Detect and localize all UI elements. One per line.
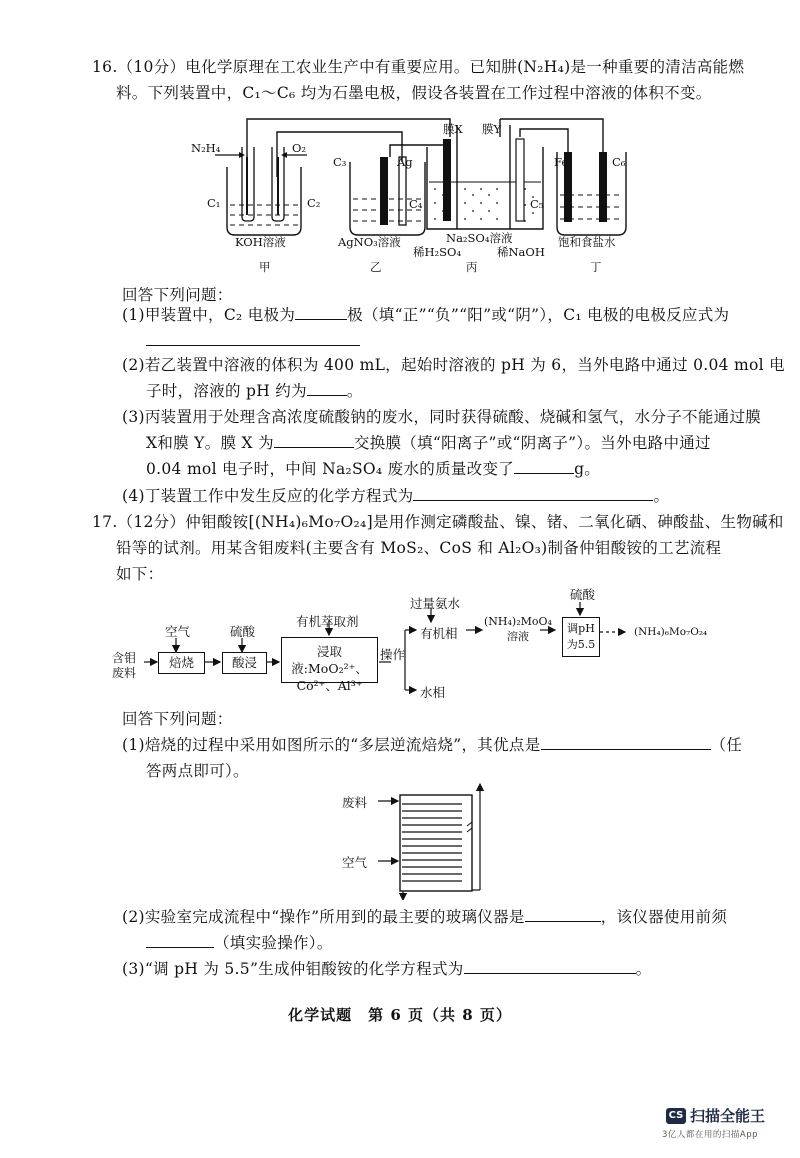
q16-sub3-blank2[interactable] (514, 458, 574, 474)
flow-aqueous: 水相 (420, 685, 446, 700)
flow-molybdate (484, 615, 552, 644)
flow-extractant: 有机萃取剂 (296, 614, 359, 629)
label-ag: Ag (397, 155, 413, 169)
q16-sub4-blank[interactable] (413, 485, 653, 501)
q16-sub4-text-a: (4)丁装置工作中发生反应的化学方程式为 (122, 487, 414, 505)
q17-sub1-text-b: （任 (710, 736, 743, 754)
q16-sub4 (122, 484, 669, 506)
flow-leachate-box (281, 637, 378, 693)
flow-raw-text: 含钼废料 (112, 651, 137, 680)
flow-ammonia: 过量氨水 (410, 596, 461, 611)
label-n2h4: N₂H₄ (191, 141, 221, 155)
flow-operation: 操作 (380, 647, 406, 662)
q16-sub3-line3 (146, 457, 600, 479)
q17-sub3-text-b: 。 (635, 960, 652, 978)
q16-sub4-text-b: 。 (653, 487, 670, 505)
label-yi: 乙 (370, 260, 382, 274)
q16-sub2-line1: (2)若乙装置中溶液的体积为 400 mL，起始时溶液的 pH 为 6，当外电路中通过 0.04 mol 电 (122, 356, 785, 374)
q17-sub1-line2: 答两点即可）。 (146, 762, 249, 780)
q17-sub1-blank[interactable] (541, 734, 711, 750)
label-membrane-x: 膜X (443, 122, 463, 136)
q17-sub2-line2 (146, 931, 333, 953)
q16-prompt: 回答下列问题： (122, 286, 233, 304)
q17-sub2-text-a: (2)实验室完成流程中“操作”所用到的最主要的玻璃仪器是 (122, 908, 525, 926)
flow-organic: 有机相 (420, 626, 458, 641)
q17-sub3-blank[interactable] (464, 958, 636, 974)
q16-sub2-line2 (146, 379, 363, 401)
q16-sub1-blank1[interactable] (295, 304, 347, 320)
q16-sub2-blank[interactable] (307, 380, 347, 396)
flow-raw-l1 (112, 651, 138, 681)
label-c3: C₃ (333, 155, 347, 169)
flow-adjust-l1: 调pH (567, 622, 595, 635)
scanner-name: 扫描全能王 (690, 1107, 766, 1125)
label-ding: 丁 (590, 260, 602, 274)
q16-sub2-text-a: 子时，溶液的 pH 约为 (146, 382, 307, 400)
q16-sub3-blank1[interactable] (274, 432, 354, 448)
q16-sub3-text-a: X和膜 Y。膜 X 为 (146, 434, 274, 452)
q16-sub3-text-d: g。 (574, 460, 601, 478)
q16-sub3-line1: (3)丙装置用于处理含高浓度硫酸钠的废水，同时获得硫酸、烧碱和氢气，水分子不能通过膜 (122, 408, 762, 426)
flow-leachate-l2: Co²⁺、Al³⁺ (296, 678, 363, 693)
q16-sub3-text-b: 交换膜（填“阳离子”或“阴离子”）。当外电路中通过 (353, 434, 711, 452)
flow-acid-leach-box (222, 652, 267, 674)
q17-sub2-blank2[interactable] (146, 932, 214, 948)
label-c5: C₅ (530, 197, 544, 211)
label-naoh: 稀NaOH (497, 245, 545, 259)
flow-product: (NH₄)₆Mo₇O₂₄ (634, 626, 708, 638)
q17-sub3-text-a: (3)“调 pH 为 5.5”生成仲钼酸铵的化学方程式为 (122, 960, 464, 978)
q17-prompt: 回答下列问题： (122, 710, 233, 728)
q16-sub1-blank2[interactable] (146, 330, 360, 346)
label-o2: O₂ (292, 141, 307, 155)
label-na2so4: Na₂SO₄溶液 (446, 231, 513, 245)
label-c4: C₄ (409, 197, 423, 211)
q17-line2: 铅等的试剂。用某含钼废料(主要含有 MoS₂、CoS 和 Al₂O₃)制备仲钼酸铵的工艺流程 (116, 539, 722, 557)
label-h2so4: 稀H₂SO₄ (413, 245, 462, 259)
flow-leachate-l1: 浸取液:MoO₂²⁺、 (291, 644, 368, 676)
q16-sub3-line2 (146, 431, 711, 453)
flow-acid-leach: 酸浸 (231, 655, 257, 670)
label-membrane-y: 膜Y (482, 122, 502, 136)
label-c1: C₁ (207, 196, 221, 210)
flow-molybdate-l2: 溶液 (506, 630, 529, 643)
q17-line3: 如下： (116, 565, 164, 583)
page-footer: 化学试题 第 6 页（共 8 页） (288, 1006, 512, 1024)
label-koh: KOH溶液 (235, 235, 286, 249)
label-jia: 甲 (259, 260, 271, 274)
scanner-slogan: 3亿人都在用的扫描App (662, 1130, 759, 1140)
flow-roast: 焙烧 (168, 655, 194, 670)
q17-sub3 (122, 957, 651, 979)
scanner-logo (666, 1105, 765, 1126)
q16-line1: 16.（10分）电化学原理在工农业生产中有重要应用。已知肼(N₂H₄)是一种重要的清洁高能燃 (92, 58, 745, 76)
furnace-air-label: 空气 (342, 855, 368, 870)
label-fe: Fe (554, 155, 569, 169)
q17-sub2-text-c: （填实验操作）。 (214, 934, 333, 952)
q17-sub1 (122, 733, 742, 755)
flow-adjust-l2: 为5.5 (566, 638, 596, 651)
q16-sub1-text-b: 极（填“正”“负”“阳”或“阴”），C₁ 电极的电极反应式为 (347, 306, 730, 324)
q17-sub1-text-a: (1)焙烧的过程中采用如图所示的“多层逆流焙烧”，其优点是 (122, 736, 541, 754)
q16-sub1 (122, 303, 729, 325)
flow-roast-box (158, 652, 205, 674)
furnace-waste-label: 废料 (342, 795, 368, 810)
q17-sub2-text-b: ，该仪器使用前须 (600, 908, 728, 926)
q17-sub2 (122, 905, 727, 927)
q17-sub2-blank1[interactable] (525, 906, 601, 922)
flow-molybdate-l1: (NH₄)₂MoO₄ (484, 615, 552, 628)
q16-sub1-answer-line (146, 330, 360, 350)
q17-line1: 17.（12分）仲钼酸铵[(NH₄)₆Mo₇O₂₄]是用作测定磷酸盐、镍、锗、二氧化硒、砷酸盐、生物碱和 (92, 513, 784, 531)
flow-acid: 硫酸 (230, 624, 256, 639)
label-bing: 丙 (466, 260, 478, 274)
label-c2: C₂ (307, 196, 321, 210)
label-agno3: AgNO₃溶液 (338, 235, 401, 249)
electrochem-apparatus-figure (185, 107, 635, 277)
q16-sub2-text-b: 。 (346, 382, 363, 400)
flow-adjust-box (562, 617, 600, 657)
label-brine: 饱和食盐水 (558, 235, 616, 249)
scanner-badge-icon: CS (666, 1108, 686, 1124)
q16-line2: 料。下列装置中，C₁～C₆ 均为石墨电极，假设各装置在工作过程中溶液的体积不变。 (116, 84, 712, 102)
q16-sub1-text-a: (1)甲装置中，C₂ 电极为 (122, 306, 296, 324)
flow-air: 空气 (165, 624, 191, 639)
q16-sub3-text-c: 0.04 mol 电子时，中间 Na₂SO₄ 废水的质量改变了 (146, 460, 515, 478)
label-c6: C₆ (612, 155, 626, 169)
flow-acid2: 硫酸 (570, 587, 596, 602)
